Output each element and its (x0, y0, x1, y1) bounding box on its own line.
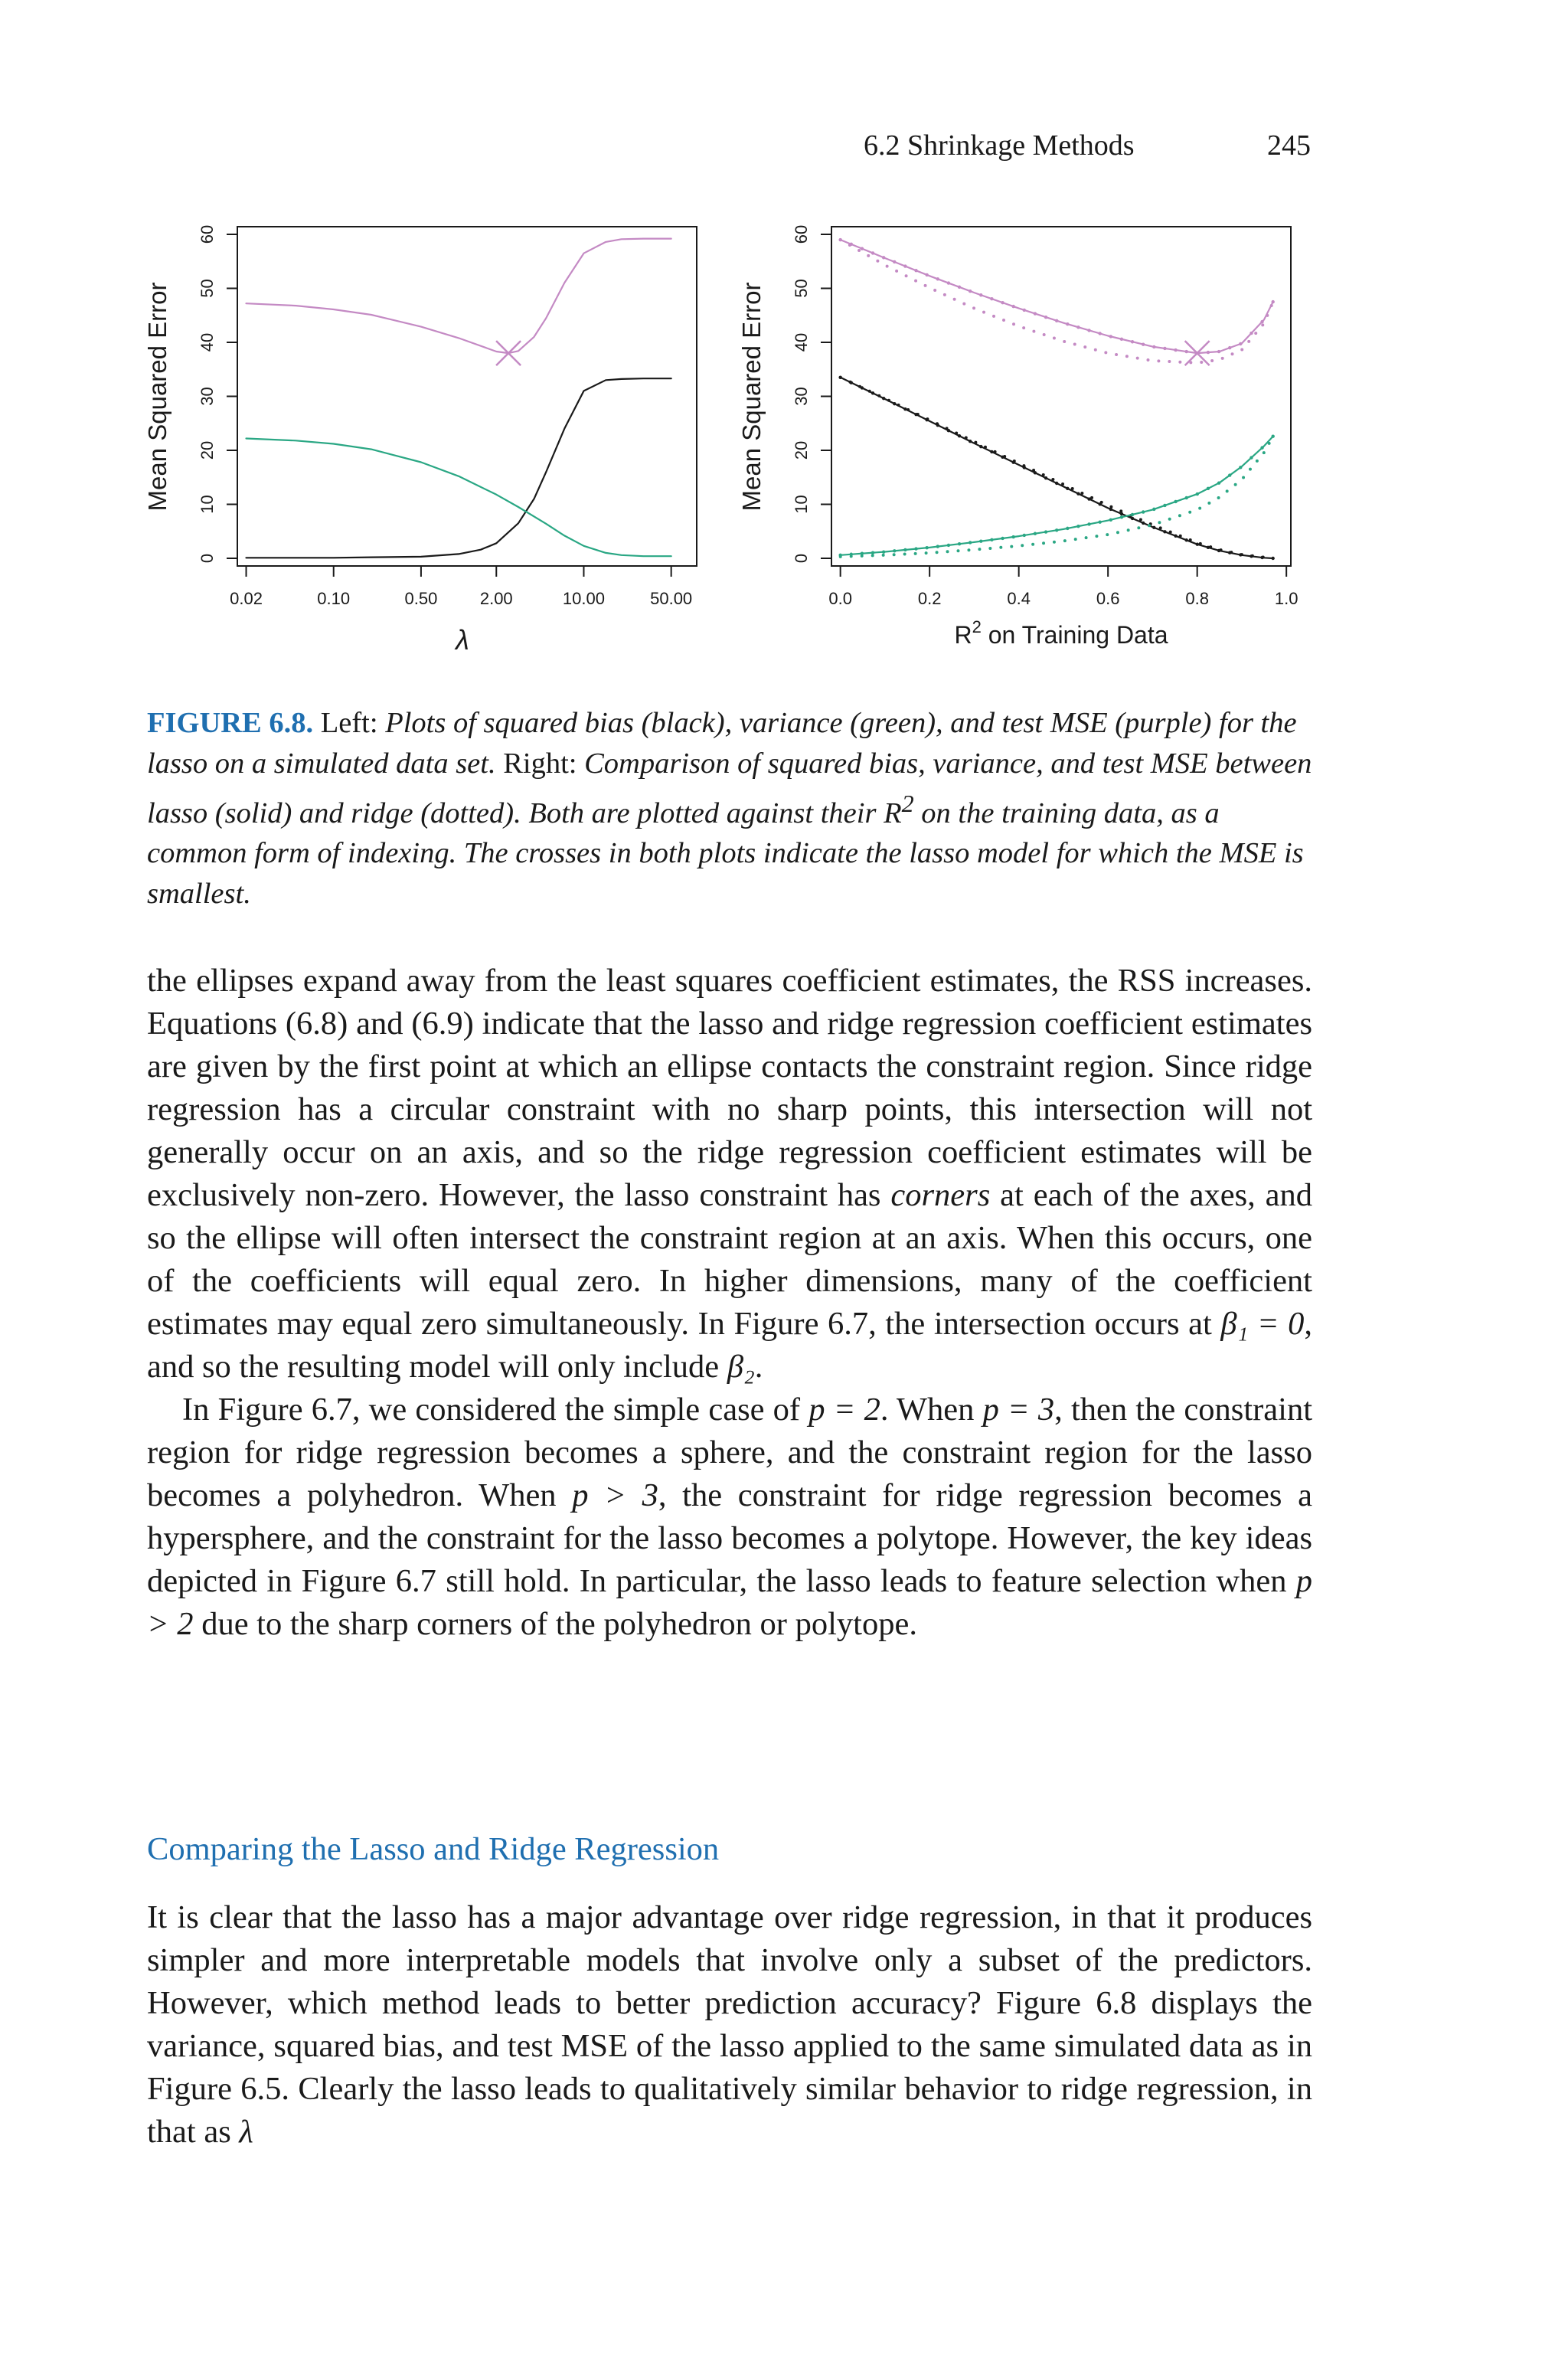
right-series-point (1055, 528, 1058, 532)
right-series-point (1098, 332, 1101, 335)
right-series-ridge-variance (841, 437, 1273, 557)
right-series-point (893, 260, 896, 263)
right-series-point (1109, 335, 1112, 338)
right-series-point (914, 547, 917, 550)
right-series-point (1217, 481, 1220, 484)
right-series-point (969, 289, 972, 293)
right-series-point (1184, 350, 1187, 353)
right-series-point (1076, 325, 1080, 329)
right-series-point (903, 264, 906, 267)
right-series-point (1055, 482, 1058, 485)
right-series-point (1076, 525, 1080, 528)
right-x-tick-label: 0.2 (917, 589, 942, 608)
right-x-tick-label: 0.8 (1185, 589, 1209, 608)
left-series-squared-bias (247, 378, 671, 558)
right-series-point (1271, 300, 1274, 303)
page-number: 245 (1267, 129, 1311, 162)
paragraph-1: the ellipses expand away from the least squares coefficient estimates, the RSS increases. Equations (6.8) and (6.9) indicate that the lasso and ridge regression coefficient estimates are given by the first point at which an ellipse contacts the constraint region. Since ridge regression has a circular constraint with no sharp points, this intersection will not generally occur on an axis, and so the ridge regression coefficient estimates will be exclusively non-zero. However, the lasso constraint has corners at each of the axes, and so the ellipse will often intersect the constraint region at an axis. When this occurs, one of the coefficients will equal zero. In higher dimensions, many of the coefficient estimates may equal zero simultaneously. In Figure 6.7, the intersection occurs at β₁ = 0, and so the resulting model will only include β₂. (147, 963, 1313, 1385)
right-series-point (871, 251, 874, 254)
right-series-point (882, 550, 885, 553)
right-series-point (947, 544, 950, 547)
right-series-point (1034, 312, 1037, 315)
right-series-point (1055, 319, 1058, 322)
right-series-point (1120, 338, 1123, 341)
right-series-point (1001, 537, 1004, 540)
right-series-point (1087, 329, 1090, 332)
right-series-point (1239, 342, 1242, 345)
right-x-tick-label: 1.0 (1274, 589, 1298, 608)
right-series-point (914, 269, 917, 272)
right-series-point (1163, 504, 1166, 507)
right-series-point (979, 445, 982, 448)
right-series-point (1066, 527, 1069, 530)
right-series-point (925, 546, 928, 549)
left-series-test-MSE (247, 239, 671, 354)
right-series-point (893, 402, 896, 405)
caption-right-text-b: on the training data, as a common form of indexing. The crosses in both plots indicate the lasso model for which the MSE is smallest. (147, 796, 1304, 910)
right-series-point (1023, 309, 1026, 312)
right-series-point (969, 541, 972, 544)
right-series-point (947, 281, 950, 284)
right-series-point (903, 407, 906, 411)
right-series-point (1152, 508, 1155, 511)
right-series-point (958, 434, 961, 437)
right-y-tick-label: 60 (792, 224, 811, 244)
right-series-point (1001, 301, 1004, 304)
right-series-point (979, 293, 982, 296)
right-series-point (1207, 487, 1210, 490)
header-section-title: 6.2 Shrinkage Methods (864, 129, 1135, 162)
right-plot-frame (831, 227, 1291, 566)
right-series-point (1131, 513, 1134, 516)
left-x-tick-label: 0.10 (317, 589, 351, 608)
caption-right-word: Right: (503, 747, 577, 780)
right-series-point (1184, 538, 1187, 541)
right-series-point (871, 391, 874, 394)
right-series-point (1034, 532, 1037, 535)
right-series-point (1066, 487, 1069, 490)
math-beta1-zero: β₁ = 0 (1220, 1306, 1305, 1342)
right-series-point (893, 549, 896, 552)
left-y-tick-label: 30 (198, 387, 217, 406)
right-series-point (990, 450, 993, 453)
left-series-variance (247, 439, 671, 557)
left-y-tick-label: 60 (198, 224, 217, 244)
right-series-point (936, 277, 939, 280)
right-series-point (1217, 350, 1220, 353)
right-panel (737, 225, 1298, 649)
right-series-point (1174, 500, 1177, 503)
math-lambda: λ (239, 2114, 253, 2150)
paragraph-3: It is clear that the lasso has a major advantage over ridge regression, in that it produces simpler and more interpretable models that involve only a subset of the predictors. However, which method leads to better prediction accuracy? Figure 6.8 displays the variance, squared bias, and test MSE of the lasso applied to the same simulated data as in Figure 6.5. Clearly the lasso leads to qualitatively similar behavior to ridge regression, in that as λ (147, 1899, 1312, 2150)
right-series-point (1120, 515, 1123, 518)
body-paragraph-3 (147, 1896, 1312, 2154)
left-x-tick-label: 0.50 (404, 589, 438, 608)
right-series-point (1260, 320, 1263, 323)
right-y-tick-label: 30 (792, 387, 811, 406)
figure-label: FIGURE 6.8. (147, 707, 314, 739)
right-series-point (936, 545, 939, 548)
right-series-point (1184, 496, 1187, 499)
right-series-point (1044, 476, 1047, 479)
right-series-point (969, 440, 972, 443)
right-series-point (903, 548, 906, 551)
left-y-tick-label: 50 (198, 279, 217, 298)
right-series-point (1066, 322, 1069, 325)
right-series-point (1250, 332, 1253, 335)
right-series-point (1142, 342, 1145, 345)
right-series-point (1076, 492, 1080, 495)
left-plot-frame (237, 227, 697, 566)
caption-left-word: Left: (320, 707, 378, 739)
right-x-tick-label: 0.4 (1007, 589, 1031, 608)
right-y-tick-label: 10 (792, 495, 811, 514)
right-series-point (1174, 535, 1177, 538)
right-series-point (1131, 517, 1134, 520)
right-series-lasso-variance (841, 437, 1273, 555)
right-series-point (990, 538, 993, 541)
right-series-point (925, 273, 928, 276)
right-series-point (1174, 348, 1177, 352)
right-series-point (979, 539, 982, 542)
left-x-tick-label: 10.00 (562, 589, 605, 608)
right-series-point (1109, 518, 1112, 522)
right-x-tick-label: 0.0 (828, 589, 852, 608)
left-y-tick-label: 10 (198, 495, 217, 514)
right-x-tick-label: 0.6 (1096, 589, 1120, 608)
right-series-point (1163, 347, 1166, 350)
figure-6-8 (0, 199, 1568, 674)
right-series-lasso-test-MSE (841, 240, 1273, 353)
right-series-point (1260, 446, 1263, 449)
caption-right-text-a: Comparison of squared bias, variance, and test MSE between lasso (solid) and ridge (dotted). Both are plotted against their (147, 747, 1312, 829)
right-series-point (882, 256, 885, 259)
right-series-point (1011, 535, 1014, 538)
paragraph-2: In Figure 6.7, we considered the simple case of p = 2. When p = 3, then the constraint region for ridge regression becomes a sphere, and the constraint region for the lasso becomes a polyhedron. When p > 3, the constraint for ridge regression becomes a hypersphere, and the constraint for the lasso becomes a polytope. However, the key ideas depicted in Figure 6.7 still hold. In particular, the lasso leads to feature selection when p > 2 due to the sharp corners of the polyhedron or polytope. (147, 1392, 1313, 1642)
right-y-tick-label: 40 (792, 332, 811, 352)
left-y-tick-label: 40 (198, 332, 217, 352)
right-series-point (1250, 456, 1253, 459)
math-beta2: β₂ (727, 1349, 755, 1385)
emphasis-corners: corners (890, 1177, 991, 1213)
right-series-point (1228, 473, 1231, 476)
left-x-axis-label: λ (456, 624, 469, 656)
right-series-point (882, 397, 885, 400)
caption-r-squared: $R^2$ (884, 790, 914, 829)
body-paragraphs (147, 960, 1312, 1646)
left-y-axis-label: Mean Squared Error (143, 282, 172, 512)
right-y-tick-label: 20 (792, 440, 811, 460)
right-series-point (958, 286, 961, 289)
right-series-point (1098, 520, 1101, 523)
left-y-tick-label: 0 (198, 553, 217, 564)
right-series-point (1131, 340, 1134, 343)
right-series-point (1023, 534, 1026, 537)
right-series-point (1196, 492, 1199, 496)
running-header (864, 129, 1311, 167)
right-series-point (1044, 316, 1047, 319)
right-series-point (1044, 530, 1047, 533)
right-series-point (1271, 434, 1274, 437)
right-series-point (1228, 346, 1231, 349)
left-x-tick-label: 50.00 (650, 589, 693, 608)
left-panel (143, 225, 697, 656)
right-x-axis-label: $R^2$ on Training Data (954, 617, 1168, 649)
subsection-title: Comparing the Lasso and Ridge Regression (147, 1831, 720, 1867)
right-series-point (958, 542, 961, 545)
right-series-point (1152, 526, 1155, 529)
right-series-point (990, 297, 993, 300)
left-y-tick-label: 20 (198, 440, 217, 460)
caption-left-text: Plots of squared bias (black), variance (green), and test MSE (purple) for the lasso on a simulated data set. (147, 707, 1297, 780)
right-series-point (1087, 522, 1090, 525)
left-x-tick-label: 2.00 (479, 589, 513, 608)
right-series-point (1011, 305, 1014, 308)
right-series-point (1163, 530, 1166, 533)
right-y-tick-label: 50 (792, 279, 811, 298)
right-series-ridge-test-MSE (841, 240, 1273, 363)
right-y-tick-label: 0 (792, 553, 811, 564)
right-series-point (861, 247, 864, 250)
right-series-point (1271, 557, 1274, 560)
figure-caption (147, 703, 1312, 914)
right-series-point (1142, 510, 1145, 513)
right-series-point (1239, 466, 1242, 469)
right-y-axis-label: Mean Squared Error (737, 282, 766, 512)
right-series-point (871, 551, 874, 554)
right-series-point (1120, 512, 1123, 515)
right-series-point (1152, 345, 1155, 348)
left-x-tick-label: 0.02 (230, 589, 263, 608)
right-series-point (1142, 522, 1145, 525)
right-series-point (1207, 351, 1210, 354)
right-series-point (1196, 543, 1199, 546)
